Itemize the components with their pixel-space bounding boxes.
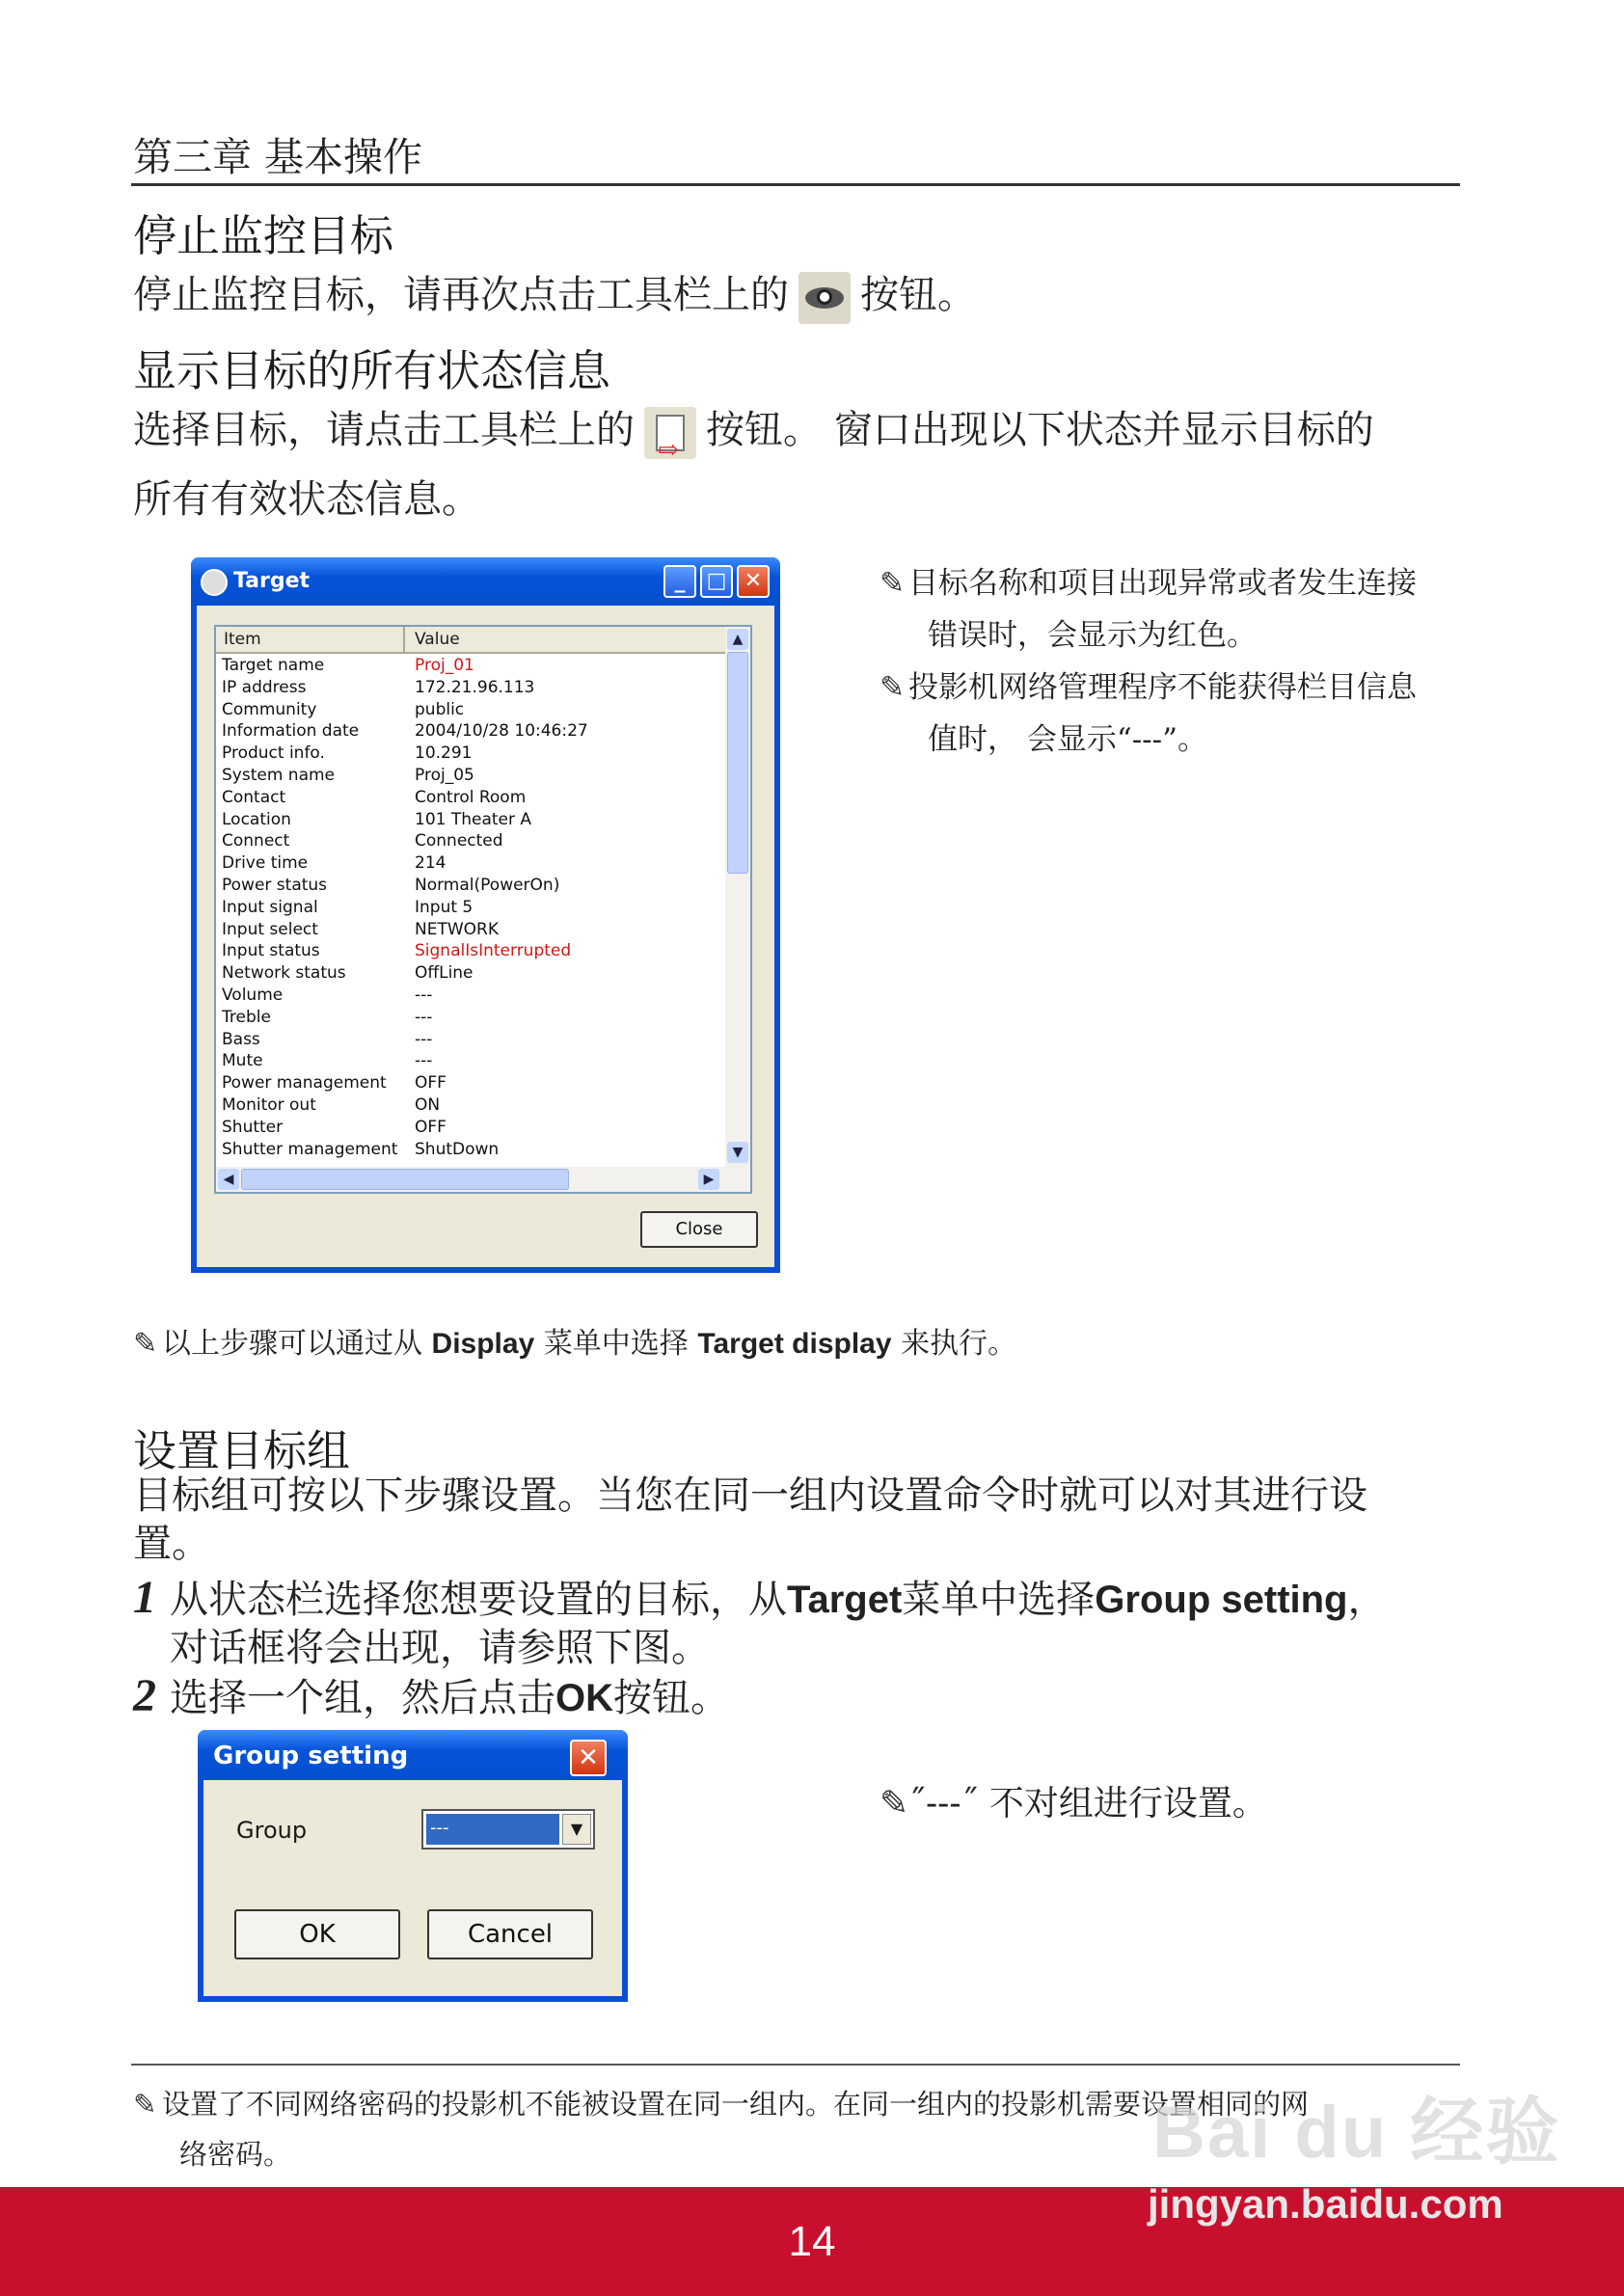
group-intro [133,1472,1367,1568]
row-item: IP address [222,677,307,697]
row-value: OFF [415,1117,447,1137]
row-item: Location [222,809,291,829]
table-row[interactable] [216,831,725,853]
row-value: Proj_05 [415,766,474,785]
step-1-target-menu: Target [787,1579,903,1621]
row-item: Target name [222,656,325,675]
row-value: 10.291 [415,743,473,764]
dropdown-arrow-icon[interactable]: ▼ [562,1814,591,1845]
table-row[interactable] [216,898,725,920]
bottom-rule [131,2064,1460,2066]
step-2-ok: OK [555,1677,613,1719]
group-intro-line2: 置。 [133,1522,210,1566]
row-item: Network status [222,963,346,984]
group-label: Group [236,1817,308,1844]
group-setting-window [198,1730,628,2002]
row-item: Power management [222,1073,387,1094]
row-item: Shutter [222,1117,284,1137]
row-item: Information date [222,721,360,742]
row-item: Shutter management [222,1139,398,1159]
heading-stop-monitoring: 停止监控目标 [133,210,394,261]
ok-button[interactable]: OK [234,1909,400,1959]
step-1-post: ， [1347,1578,1387,1622]
group-note [880,1776,1267,1825]
display-note-pre: 以上步骤可以通过从 [162,1327,422,1361]
close-button[interactable]: Close [640,1211,758,1248]
row-value: --- [415,986,433,1005]
group-window-body [203,1780,622,1996]
row-item: Product info. [222,743,325,764]
table-row[interactable] [216,1051,725,1073]
row-value: Input 5 [415,897,474,917]
group-intro-line1: 目标组可按以下步骤设置。当您在同一组内设置命令时就可以对其进行设 [133,1473,1367,1518]
group-select[interactable] [421,1809,595,1850]
cancel-button[interactable]: Cancel [427,1909,593,1959]
status-text-line1 [133,397,1374,463]
row-item: Connect [222,831,290,851]
row-value: 101 Theater A [415,809,532,829]
row-item: Input signal [222,897,318,917]
row-value: ShutDown [415,1139,500,1159]
display-note-menu: Display [431,1328,535,1360]
close-icon[interactable]: ✕ [570,1740,607,1776]
heading-display-status: 显示目标的所有状态信息 [133,345,611,396]
status-text-line2: 所有有效状态信息。 [133,477,480,522]
side-note-1-line1: 目标名称和项目出现异常或者发生连接 [908,566,1417,601]
table-row[interactable] [216,853,725,876]
app-icon [201,569,228,596]
row-value: Control Room [415,787,527,807]
horizontal-scroll-thumb[interactable] [241,1169,569,1190]
row-item: Input status [222,941,320,961]
display-note-mid: 菜单中选择 [543,1327,689,1361]
side-note-2 [880,662,1458,714]
table-row[interactable] [216,766,725,788]
target-window-body [197,606,774,1267]
table-row[interactable] [216,986,725,1008]
close-icon[interactable]: ✕ [737,565,770,598]
display-menu-note [133,1319,1016,1362]
display-note-post: 来执行。 [901,1327,1017,1361]
pencil-icon: ✎ [880,566,905,601]
row-value: OFF [415,1073,447,1094]
side-note-1-line2: 错误时，会显示为红色。 [928,618,1257,653]
eye-icon [798,272,851,324]
pencil-icon: ✎ [133,1327,158,1361]
row-item: Input select [222,919,318,939]
row-item: Contact [222,787,286,807]
row-item: Bass [222,1029,260,1049]
vertical-scroll-thumb[interactable] [727,652,748,874]
table-row[interactable] [216,963,725,986]
row-value: OffLine [415,963,474,984]
table-row[interactable] [216,721,725,743]
bottom-note-line2: 络密码。 [179,2138,292,2171]
row-value: --- [415,1051,433,1071]
row-value: public [415,699,465,719]
table-row[interactable] [216,1008,725,1030]
row-value: Normal(PowerOn) [415,876,560,895]
vertical-scrollbar[interactable] [725,627,750,1167]
table-row[interactable] [216,941,725,963]
row-value: 2004/10/28 10:46:27 [415,721,588,742]
row-value: NETWORK [415,919,499,939]
row-value: --- [415,1007,433,1027]
column-header-value[interactable]: Value [415,630,460,649]
row-item: Power status [222,876,328,895]
group-window-titlebar [198,1730,628,1780]
step-1-pre: 从状态栏选择您想要设置的目标，从 [170,1578,787,1622]
row-value: Connected [415,831,503,851]
target-window [191,557,780,1273]
group-note-text: ˝---˝ 不对组进行设置。 [908,1784,1267,1823]
row-item: Community [222,699,317,719]
row-item: Mute [222,1051,263,1071]
row-item: Volume [222,986,284,1005]
row-value: SignalIsInterrupted [415,941,572,961]
step-1-group-setting: Group setting [1095,1579,1348,1621]
pencil-icon: ✎ [133,2088,157,2120]
step-2-pre: 选择一个组，然后点击 [170,1676,555,1720]
watermark-logo: Bai du 经验 [1152,2092,1561,2174]
row-value: Proj_01 [415,656,474,675]
table-row[interactable] [216,743,725,766]
pencil-icon: ✎ [880,670,905,705]
table-row[interactable] [216,788,725,810]
maximize-icon[interactable]: □ [700,565,733,598]
table-row[interactable] [216,810,725,832]
side-note-2-line2: 值时， 会显示“---”。 [928,722,1207,757]
table-row[interactable] [216,1118,725,1140]
step-1-number: 1 [133,1572,156,1623]
step-1-line2: 对话框将会出现，请参照下图。 [170,1626,710,1670]
row-item: Treble [222,1007,271,1027]
step-1 [133,1574,1387,1672]
row-value: ON [415,1095,441,1115]
side-notes [880,557,1458,766]
stop-text-after: 按钮。 [860,273,976,317]
display-note-item: Target display [697,1328,892,1360]
table-row[interactable] [216,876,725,898]
step-1-mid: 菜单中选择 [902,1578,1096,1622]
page-number: 14 [788,2218,836,2265]
table-row[interactable] [216,678,725,700]
side-note-1 [880,557,1458,609]
step-2-post: 按钮。 [613,1676,729,1720]
row-value: 214 [415,853,447,874]
scroll-left-icon[interactable]: ◀ [218,1169,239,1190]
row-item: Drive time [222,853,309,874]
chapter-title: 第三章 基本操作 [133,134,423,180]
minimize-icon[interactable]: _ [663,565,696,598]
row-item: System name [222,766,336,785]
listview-header [216,627,725,654]
header-rule [131,183,1460,186]
group-window-title: Group setting [213,1742,409,1770]
table-row[interactable] [216,1095,725,1118]
table-row[interactable] [216,920,725,942]
pencil-icon: ✎ [880,1784,909,1823]
scroll-down-icon[interactable]: ▼ [727,1142,748,1163]
status-line1-before: 选择目标，请点击工具栏上的 [133,408,635,452]
side-note-2-line1: 投影机网络管理程序不能获得栏目信息 [908,670,1417,705]
step-2-number: 2 [133,1670,156,1721]
status-line1-after: 按钮。 窗口出现以下状态并显示目标的 [706,408,1374,452]
target-window-title: Target [233,569,311,593]
table-row[interactable] [216,1073,725,1095]
table-row[interactable] [216,700,725,722]
document-arrow-icon [644,407,696,459]
row-value: --- [415,1029,433,1049]
table-row[interactable] [216,1030,725,1052]
scroll-right-icon[interactable]: ▶ [698,1169,719,1190]
heading-group-setting: 设置目标组 [133,1425,351,1476]
column-header-item[interactable]: Item [216,627,405,652]
row-item: Monitor out [222,1095,316,1115]
step-2 [133,1672,729,1722]
stop-text-before: 停止监控目标，请再次点击工具栏上的 [133,273,789,317]
target-window-titlebar [191,557,780,606]
row-value: 172.21.96.113 [415,677,535,697]
scroll-up-icon[interactable]: ▲ [727,629,748,650]
horizontal-scrollbar[interactable] [216,1167,750,1192]
watermark-url: jingyan.baidu.com [1148,2181,1503,2227]
table-row[interactable] [216,1140,725,1162]
status-listview[interactable] [214,625,752,1194]
group-select-value: --- [426,1814,559,1845]
table-row[interactable] [216,656,725,678]
bottom-note-line1: 设置了不同网络密码的投影机不能被设置在同一组内。在同一组内的投影机需要设置相同的网 [162,2088,1310,2120]
stop-monitoring-text [133,262,976,328]
